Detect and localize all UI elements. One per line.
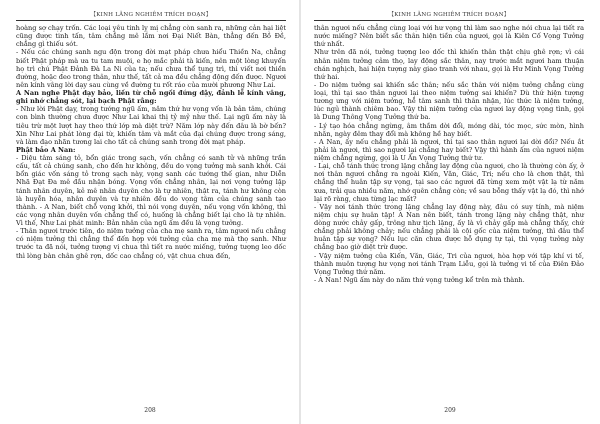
paragraph: A Nan nghe Phật dạy bảo, liền từ chỗ ngồi đứng dậy, đảnh lễ kính vâng, ghi nhớ chẳng sót, lại bạch Phật rằng: bbox=[16, 89, 286, 106]
header-title: KINH LĂNG NGHIÊM TRÍCH ĐOẠN bbox=[96, 12, 206, 18]
page-header-left bbox=[16, 10, 286, 21]
right-page bbox=[300, 0, 600, 424]
header-bracket-close-icon: 】 bbox=[205, 12, 212, 18]
paragraph: Như trên đã nói, tưởng tượng leo dốc thì khiến thân thật chịu ghê rợn; vì cái nhân niệm tưởng cảm thọ, lay động sắc thân, nay trước mắt ngươi ham thuận chán nghịch, hai hiện tượng này giao tranh với nhau, gọi là Hư Minh Vọng Tưởng thứ hai. bbox=[314, 48, 584, 81]
paragraph: thân ngươi nếu chẳng cùng loại với hư vọng thì làm sao nghe nói chua lại tiết ra nước miếng? Nên biết sắc thân hiện tiền của ngươi, gọi là Kiên Cố Vọng Tưởng thứ nhất. bbox=[314, 24, 584, 49]
page-header-right bbox=[314, 10, 584, 21]
paragraph: - Vậy niệm tưởng của Kiến, Văn, Giác, Tri của ngươi, hòa hợp với tập khí vi tế, thành muôn tượng hư vọng nơi tánh Trạm Liễu, gọi là tưởng vi tế của Điên Đảo Vọng Tưởng thứ năm. bbox=[314, 251, 584, 276]
paragraph: - Vậy nơi tánh thức trong lặng chẳng lay động này, đâu có suy tính, mà niệm niệm chịu sự huân tập! A Nan nên biết, tánh trong lặng này chẳng thật, như dòng nước chảy gấp, trông như tịch lặng, ấy là vì chảy gấp mà chẳng thấy, chứ chẳng phải không chảy; nếu chẳng phải là cội gốc của niệm tưởng, thì đâu thể huân tập sự vọng? Nếu lục căn chưa được hỗ dụng tự tại, thì vọng tưởng này chẳng bao giờ diệt trừ được. bbox=[314, 202, 584, 252]
left-page-body bbox=[16, 24, 286, 260]
right-page-body bbox=[314, 24, 584, 284]
paragraph: hoàng sợ chạy trốn. Các loại yêu tinh lỵ mị chẳng còn sanh ra, những cản hại liệt cũng được tinh tấn, tâm chẳng mê lầm nơi Đại Niết Bàn, thẳng đến Bồ Đề, chẳng gì thiếu sót. bbox=[16, 24, 286, 49]
paragraph: - Do niệm tưởng sai khiến sắc thân; nếu sắc thân với niệm tưởng chẳng cùng loại, thì tại sao thân ngươi lại theo niệm tưởng sai khiến? Dù thứ hiện tượng tương ưng với niệm tưởng, hễ tâm sanh thì thân nhận, lúc thức là niệm tưởng, lúc ngủ thành chiêm bao. Vậy thì niệm tưởng của ngươi lay động vọng tình, gọi là Dung Thông Vọng Tưởng thứ ba. bbox=[314, 80, 584, 122]
paragraph: - Thân ngươi trước tiên, do niệm tưởng của cha mẹ sanh ra, tâm ngươi nếu chẳng có niệm tưởng thì chẳng thể đến hợp với tưởng của cha mẹ mà thọ sanh. Như trước ta đã nói, tưởng tượng vị chua thì tiết ra nước miếng, tưởng tượng leo dốc thì lòng bàn chân ghê rợn, dốc cao chẳng có, vật chua chưa đến, bbox=[16, 227, 286, 260]
paragraph: - Diệu tâm sáng tỏ, bổn giác trong sạch, vốn chẳng có sanh tử và những trần cấu, tất cả chúng sanh, cho đến hư không, đều do vọng tưởng mà sanh khởi. Cái bổn giác vốn sáng tỏ trong sạch này, vọng sanh các tướng thế gian, như Diễn Nhã Đạt Đa mê đầu nhận bóng. Vọng vốn chẳng nhân, lại nơi vọng tưởng lập tánh nhân duyên, kẻ mê nhân duyên cho là tự nhiên, thật ra, tánh hư không còn là huyễn hóa, nhân duyên và tự nhiên đều do vọng tâm của chúng sanh tạo thành. - A Nan, biết chỗ vọng khởi, thì nói vọng duyên, nếu vọng vốn không, thì các vọng nhân duyên vốn chẳng thể có, huống là chẳng biết lại cho là tự nhiên. Vì thế, Như Lai phát minh: Bản nhân của ngũ ấm đều là vọng tưởng. bbox=[16, 154, 286, 227]
page-number-right: 209 bbox=[444, 407, 456, 414]
page-number-left: 208 bbox=[144, 407, 156, 414]
header-bracket-close-icon: 】 bbox=[503, 12, 510, 18]
paragraph: - Lý tạo hóa chẳng ngừng, âm thầm dời đổi, móng dài, tóc mọc, sức mòn, hình nhăn, ngày đêm thay đổi mà không hề hay biết. bbox=[314, 121, 584, 138]
paragraph: - A Nan! Ngũ ấm này do năm thứ vọng tưởng kể trên mà thành. bbox=[314, 275, 525, 284]
header-bracket-open-icon: 【 bbox=[388, 12, 395, 18]
paragraph: - A Nan, ấy nếu chẳng phải là ngươi, thì tại sao thân ngươi lại dời đổi? Nếu ắt phải là ngươi, thì sao ngươi lại chẳng hay biết? Vậy thì hành ấm của ngươi niệm niệm chẳng ngừng, gọi là U Ẩn Vọng Tưởng thứ tư. bbox=[314, 137, 584, 162]
header-bracket-open-icon: 【 bbox=[90, 12, 97, 18]
header-title: KINH LĂNG NGHIÊM TRÍCH ĐOẠN bbox=[394, 12, 504, 18]
paragraph: - Lại, chỗ tánh thức trong lặng chẳng lay động của ngươi, cho là thường còn ấy, ở nơi thân ngươi chẳng ra ngoài Kiến, Văn, Giác, Tri; nếu cho là chơn thật, thì chẳng thể huân tập sự vọng, tại sao các ngươi đã từng xem một vật lạ từ năm xưa, trải qua nhiều năm, nhớ quên chẳng còn; về sau bỗng thấy vật lạ đó, thì nhớ lại rõ ràng, chưa từng lạc mất? bbox=[314, 162, 584, 203]
paragraph: - Như lời Phật dạy, trong tướng ngũ ấm, năm thứ hư vọng vốn là bản tâm, chúng con bình thường chưa được Như Lai khai thị tỷ mỷ như thế. Lại ngũ ấm này là tiêu trừ một lượt hay theo thứ lớp mà diệt trừ? Năm lớp này đến đâu là bờ bến? Xin Như Lai phát lòng đại từ, khiến tâm và mắt của đại chúng được trong sáng, và làm đạo nhãn tương lai cho tất cả chúng sanh trong đời mạt pháp. bbox=[16, 105, 286, 146]
paragraph: - Nếu các chúng sanh ngu độn trong đời mạt pháp chưa hiểu Thiền Na, chẳng biết Phật pháp mà ưa tu tam muội, e họ mắc phải tà kiến, nên một lòng khuyến họ trì chú Phật Đảnh Đà La Ni của ta; nếu chưa thể tụng trì, thì viết nơi thiền đường, hoặc đeo trong thân, như thế, tất cả ma đều chẳng động đến được. Ngươi nên kính vâng lời dạy sau cùng về đường tu rốt ráo của mười phương Như Lai. bbox=[16, 48, 286, 89]
paragraph: Phật bảo A Nan: bbox=[16, 145, 76, 154]
